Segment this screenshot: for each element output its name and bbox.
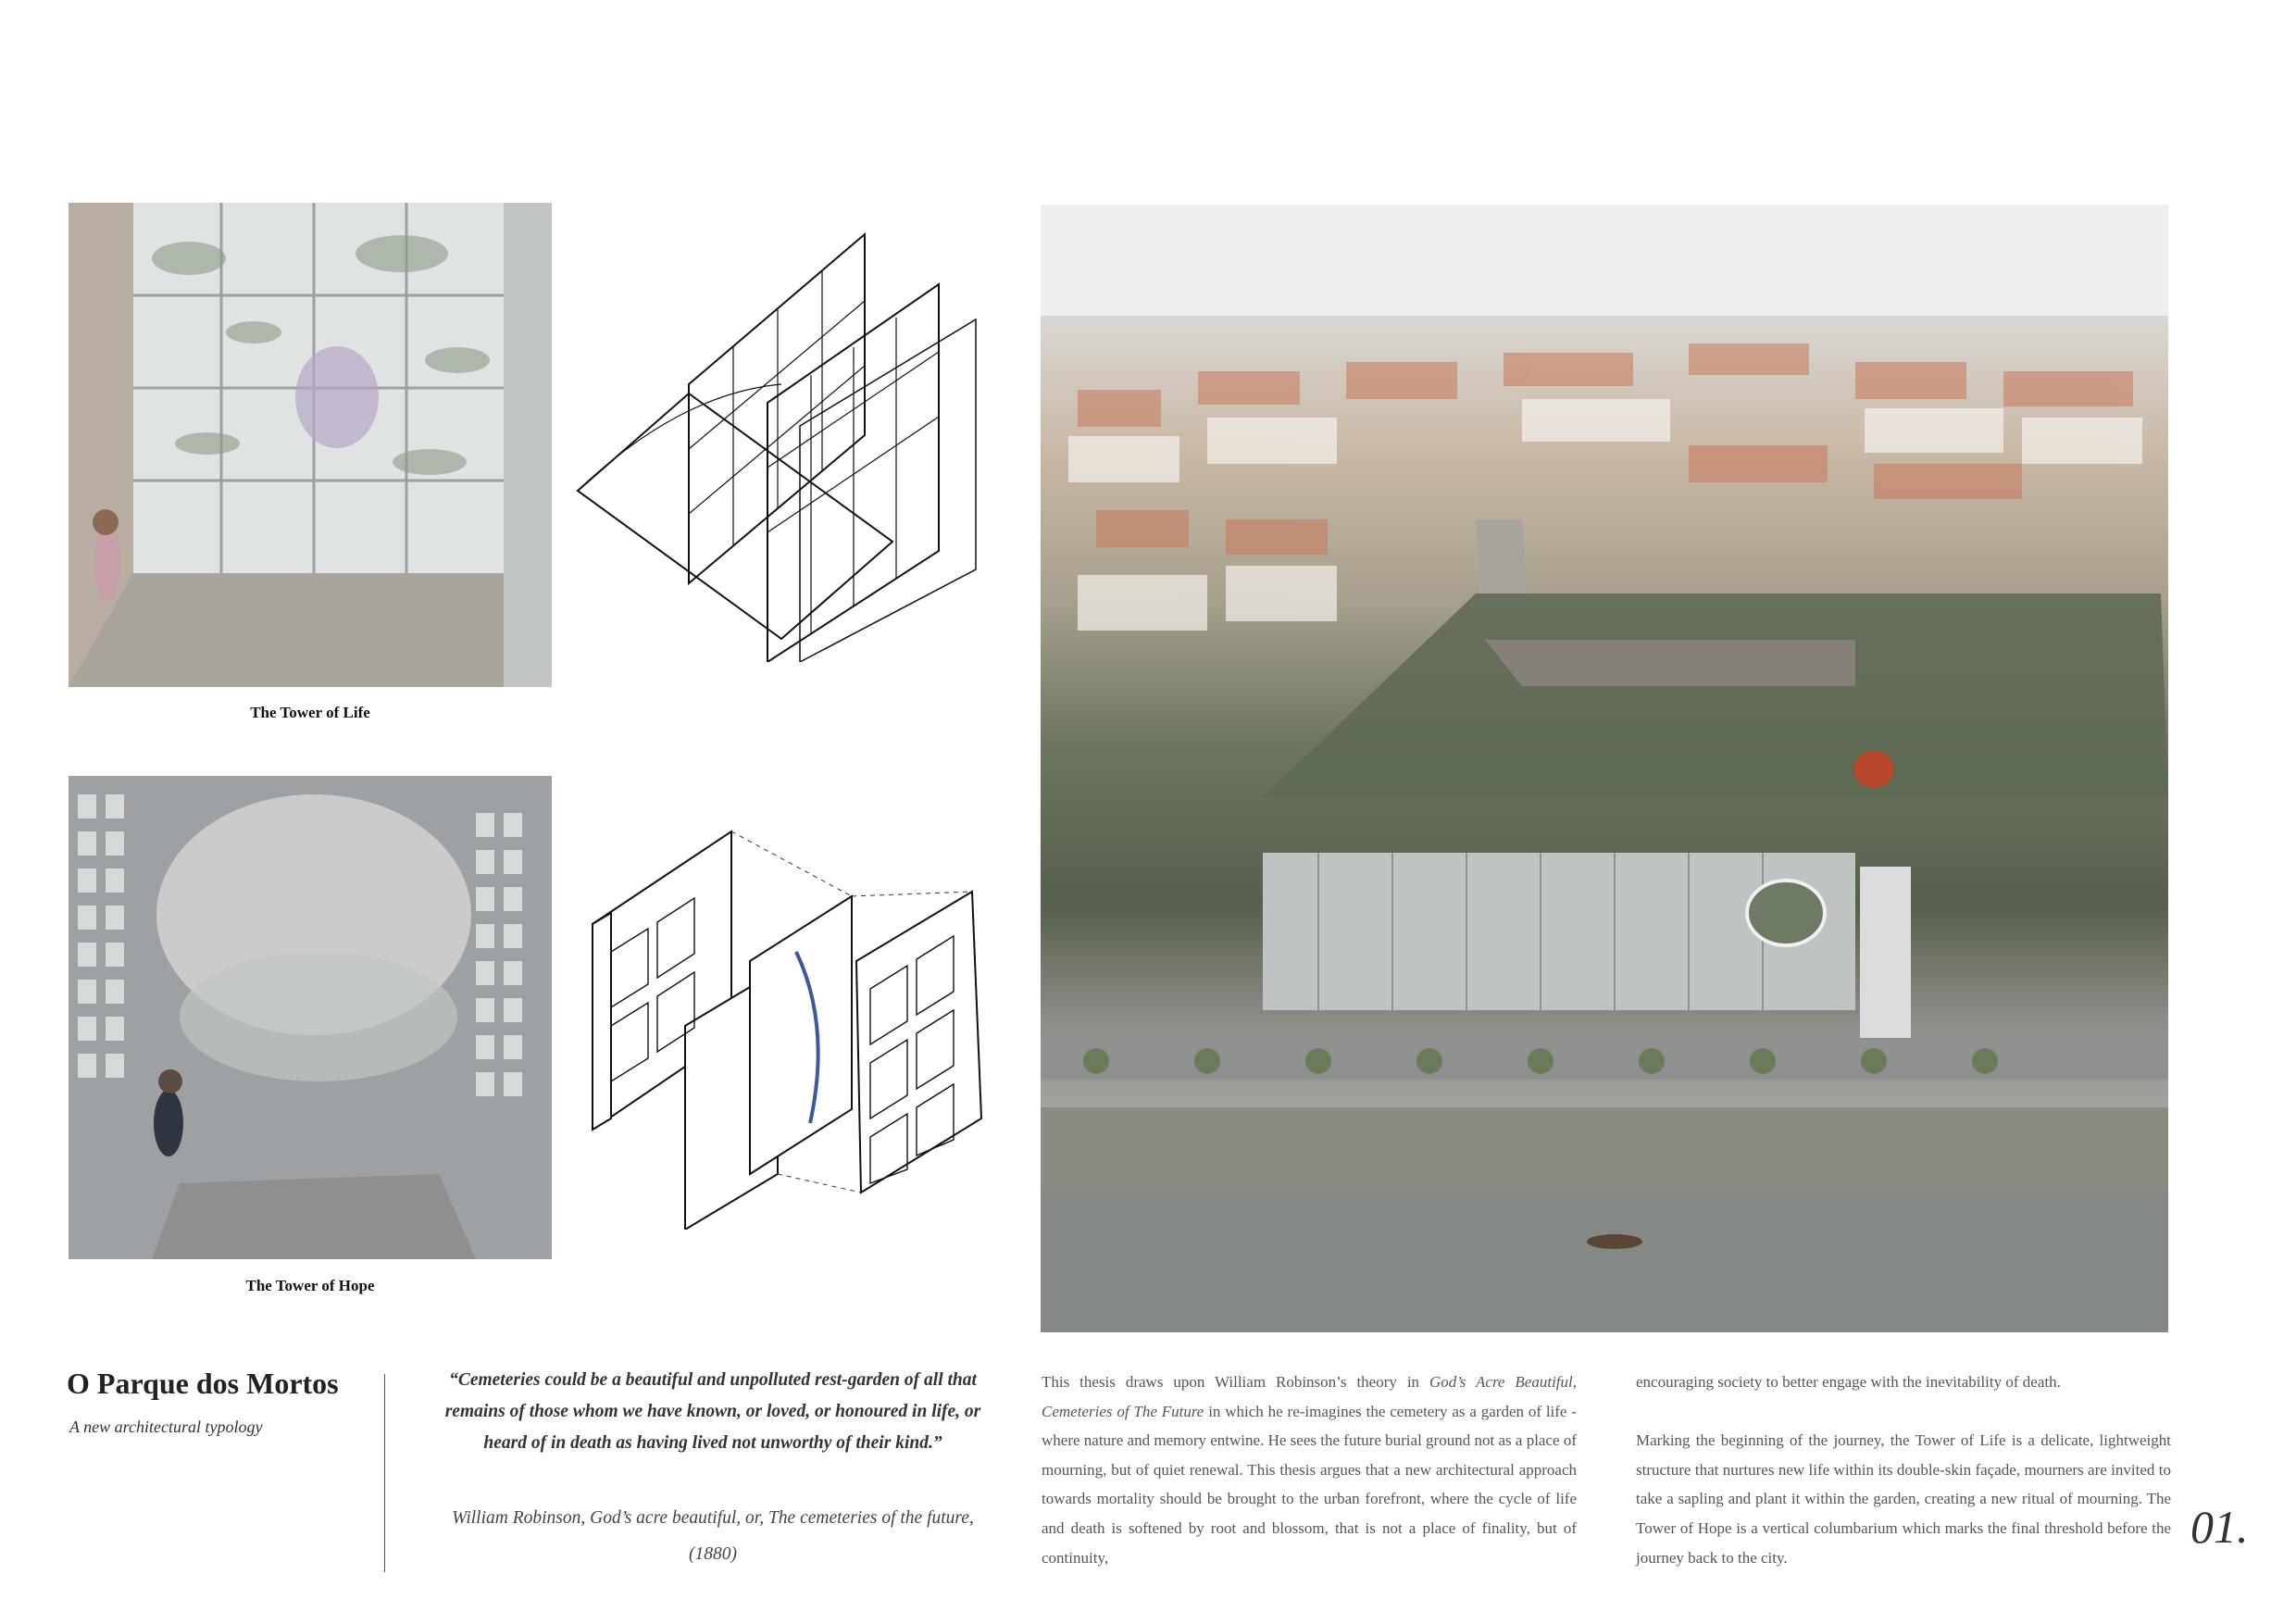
project-subtitle: A new architectural typology [69,1418,263,1436]
divider-line [384,1374,385,1572]
body-col2-paragraph-2: Marking the beginning of the journey, the Tower of Life is a delicate, lightweight structure that nurtures new life within its double-skin façade, mourners are invited to take a sapling and plant it within the garden, creating a new ritual of mourning. The Tower of Hope is a vertical columbarium which marks the final threshold before the journey back to the city. [1636,1431,2171,1567]
tower-of-life-caption: The Tower of Life [250,704,370,721]
tower-of-life-axonometric [568,227,994,662]
robinson-quote: “Cemeteries could be a beautiful and unpolluted rest-garden of all that remains of those whom we have known, or loved, or honoured in life, or heard of in death as having lived not unworthy of their kind.” [444,1370,981,1453]
tower-of-hope-axonometric [583,804,1000,1230]
tower-of-hope-render [69,776,552,1259]
aerial-site-render [1041,205,2168,1332]
body-column-1 [1042,1368,1577,1572]
body-column-2 [1636,1368,2171,1572]
tower-of-life-render [69,203,552,687]
citation-text: William Robinson, God’s acre beautiful, or, The cemeteries of the future, [452,1508,974,1528]
body-col1-rest: in which he re-imagines the cemetery as a garden of life - where nature and memory entwine. He sees the future burial ground not as a place of mourning, but of quiet renewal. This thesis argues that a new architectural approach towards mortality should be brought to the urban forefront, where the cycle of life and death is softened by root and blossom, that is not a place of finality, but of continuity, [1042,1402,1577,1567]
quote-citation [426,1500,1000,1572]
project-title: O Parque dos Mortos [67,1367,339,1400]
tower-of-hope-caption: The Tower of Hope [245,1277,375,1294]
body-col1-intro: This thesis draws upon William Robinson’s theory in [1042,1373,1430,1391]
book-title: God’s Acre Beautiful, Cemeteries of The Future [1042,1373,1577,1420]
page-number: 01. [2190,1501,2249,1553]
body-col2-paragraph-1: encouraging society to better engage with the inevitability of death. [1636,1373,2061,1391]
citation-year: (1880) [689,1544,737,1564]
